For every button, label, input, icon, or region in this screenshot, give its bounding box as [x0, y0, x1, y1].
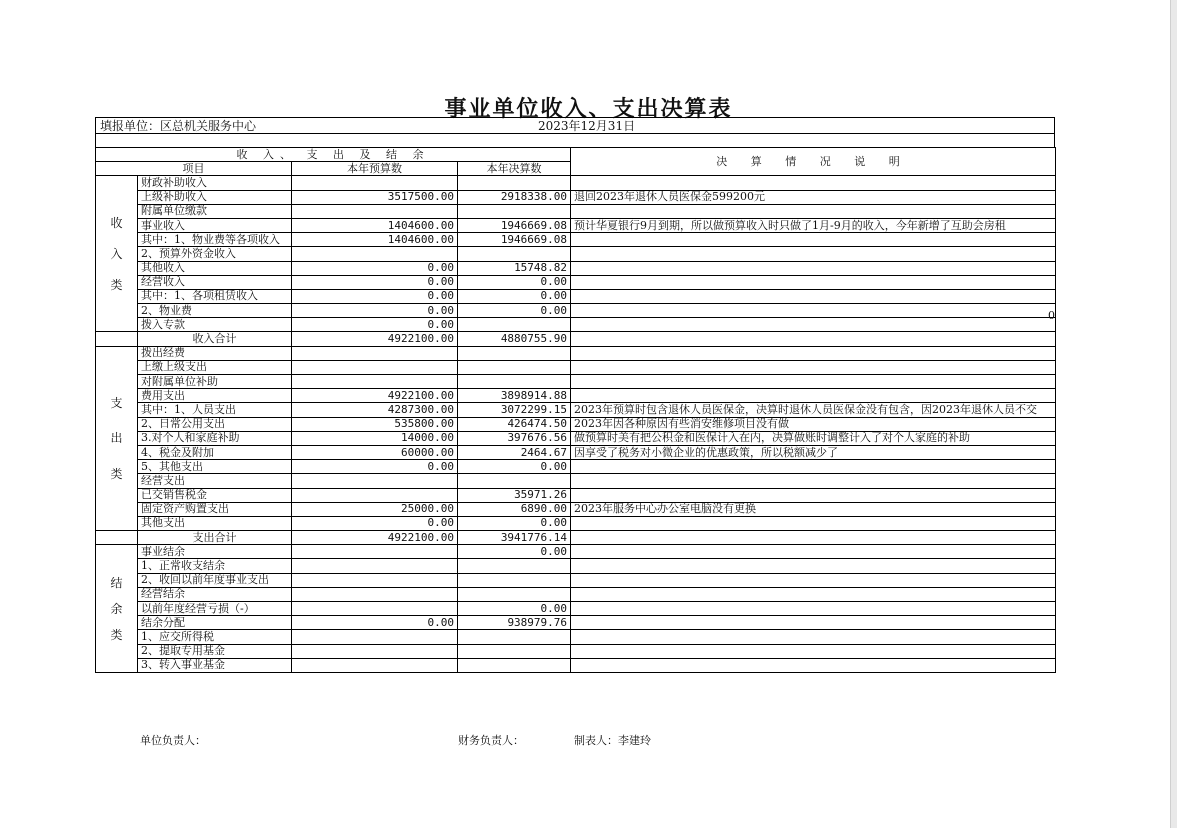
row-budget-value: 25000.00	[292, 502, 458, 516]
total-label: 收入合计	[138, 332, 292, 346]
row-explanation	[571, 204, 1056, 218]
row-item-label: 上缴上级支出	[138, 360, 292, 374]
row-actual-value: 0.00	[458, 275, 571, 289]
row-item-label: 2、预算外资金收入	[138, 247, 292, 261]
header-row	[95, 117, 1055, 134]
row-budget-value: 0.00	[292, 304, 458, 318]
row-budget-value	[292, 573, 458, 587]
row-actual-value: 3898914.88	[458, 389, 571, 403]
row-actual-value	[458, 587, 571, 601]
unit-head-label: 单位负责人：	[140, 734, 206, 747]
row-actual-value	[458, 375, 571, 389]
table-row	[96, 233, 1056, 247]
table-row	[96, 644, 1056, 658]
col-actual-header: 本年决算数	[458, 162, 571, 176]
table-row	[96, 289, 1056, 303]
category-char: 类	[110, 277, 123, 292]
row-item-label: 经营结余	[138, 587, 292, 601]
table-row	[96, 502, 1056, 516]
row-actual-value: 397676.56	[458, 431, 571, 445]
row-item-label: 其中：1、人员支出	[138, 403, 292, 417]
category-char: 支	[110, 395, 123, 410]
row-budget-value	[292, 559, 458, 573]
row-budget-value: 60000.00	[292, 445, 458, 459]
row-budget-value	[292, 488, 458, 502]
table-row	[96, 360, 1056, 374]
table-row	[96, 304, 1056, 318]
expense-category-label	[96, 346, 138, 530]
row-explanation	[571, 587, 1056, 601]
row-item-label: 以前年度经营亏损（-）	[138, 602, 292, 616]
table-row	[96, 318, 1056, 332]
row-item-label: 5、其他支出	[138, 460, 292, 474]
category-char: 类	[110, 627, 123, 642]
row-budget-value: 0.00	[292, 460, 458, 474]
row-explanation: 预计华夏银行9月到期，所以做预算收入时只做了1月-9月的收入，今年新增了互助会房租	[571, 218, 1056, 232]
row-actual-value: 1946669.08	[458, 218, 571, 232]
row-item-label: 上级补助收入	[138, 190, 292, 204]
row-actual-value: 2918338.00	[458, 190, 571, 204]
row-explanation	[571, 275, 1056, 289]
row-item-label: 4、税金及附加	[138, 445, 292, 459]
category-char: 余	[110, 601, 123, 616]
section-header: 收 入、 支 出 及 结 余	[96, 148, 571, 162]
row-item-label: 财政补助收入	[138, 176, 292, 190]
table-row	[96, 630, 1056, 644]
row-actual-value	[458, 176, 571, 190]
row-explanation	[571, 460, 1056, 474]
row-actual-value: 0.00	[458, 304, 571, 318]
category-char: 收	[110, 215, 123, 230]
category-char: 入	[110, 246, 123, 261]
row-item-label: 经营收入	[138, 275, 292, 289]
col-item-header: 项目	[96, 162, 292, 176]
row-item-label: 3、转入事业基金	[138, 658, 292, 672]
row-explanation	[571, 360, 1056, 374]
row-explanation: 2023年因各种原因有些消安维修项目没有做	[571, 417, 1056, 431]
row-explanation: 2023年预算时包含退休人员医保金，决算时退休人员医保金没有包含，因2023年退休人员不交	[571, 403, 1056, 417]
table-row	[96, 261, 1056, 275]
row-budget-value	[292, 630, 458, 644]
row-budget-value: 1404600.00	[292, 218, 458, 232]
table-row	[96, 573, 1056, 587]
row-explanation	[571, 375, 1056, 389]
table-row	[96, 204, 1056, 218]
row-item-label: 其中：1、各项租赁收入	[138, 289, 292, 303]
row-budget-value	[292, 545, 458, 559]
row-budget-value: 0.00	[292, 275, 458, 289]
settlement-table	[95, 147, 1056, 673]
row-explanation	[571, 247, 1056, 261]
row-budget-value: 14000.00	[292, 431, 458, 445]
row-budget-value	[292, 474, 458, 488]
row-actual-value: 6890.00	[458, 502, 571, 516]
finance-head-label: 财务负责人：	[458, 734, 524, 747]
row-actual-value	[458, 360, 571, 374]
row-explanation	[571, 289, 1056, 303]
income-category-label	[96, 176, 138, 332]
table-row	[96, 247, 1056, 261]
row-budget-value	[292, 587, 458, 601]
total-spacer	[96, 531, 138, 545]
row-item-label: 1、正常收支结余	[138, 559, 292, 573]
category-char: 结	[110, 575, 123, 590]
surplus-category-label	[96, 545, 138, 673]
header-gap	[95, 133, 1055, 147]
row-budget-value	[292, 602, 458, 616]
row-actual-value	[458, 346, 571, 360]
row-item-label: 2、提取专用基金	[138, 644, 292, 658]
row-actual-value: 15748.82	[458, 261, 571, 275]
row-item-label: 3.对个人和家庭补助	[138, 431, 292, 445]
total-explanation	[571, 531, 1056, 545]
category-char: 类	[110, 466, 123, 481]
table-row	[96, 658, 1056, 672]
row-item-label: 2、物业费	[138, 304, 292, 318]
row-explanation	[571, 304, 1056, 318]
table-row	[96, 516, 1056, 530]
row-explanation	[571, 346, 1056, 360]
row-actual-value: 0.00	[458, 516, 571, 530]
row-explanation: 退回2023年退休人员医保金599200元	[571, 190, 1056, 204]
row-item-label: 固定资产购置支出	[138, 502, 292, 516]
row-explanation	[571, 318, 1056, 332]
row-item-label: 附属单位缴款	[138, 204, 292, 218]
table-row	[96, 616, 1056, 630]
row-actual-value	[458, 658, 571, 672]
table-row	[96, 602, 1056, 616]
total-label: 支出合计	[138, 531, 292, 545]
row-actual-value	[458, 204, 571, 218]
table-row	[96, 346, 1056, 360]
row-explanation	[571, 389, 1056, 403]
row-explanation: 因享受了税务对小微企业的优惠政策，所以税额减少了	[571, 445, 1056, 459]
table-row	[96, 559, 1056, 573]
total-budget-value: 4922100.00	[292, 531, 458, 545]
col-budget-header: 本年预算数	[292, 162, 458, 176]
row-actual-value	[458, 573, 571, 587]
row-item-label: 其他收入	[138, 261, 292, 275]
row-budget-value	[292, 375, 458, 389]
row-explanation	[571, 644, 1056, 658]
row-actual-value	[458, 559, 571, 573]
row-explanation: 做预算时美有把公积金和医保计入在内，决算做账时调整计入了对个人家庭的补助	[571, 431, 1056, 445]
table-row	[96, 417, 1056, 431]
total-explanation	[571, 332, 1056, 346]
row-item-label: 结余分配	[138, 616, 292, 630]
row-explanation	[571, 630, 1056, 644]
table-row	[96, 460, 1056, 474]
total-actual-value: 3941776.14	[458, 531, 571, 545]
table-row	[96, 190, 1056, 204]
total-actual-value: 4880755.90	[458, 332, 571, 346]
page-edge	[1170, 0, 1177, 828]
row-budget-value: 0.00	[292, 616, 458, 630]
table-row	[96, 431, 1056, 445]
row-budget-value	[292, 204, 458, 218]
row-actual-value: 0.00	[458, 460, 571, 474]
row-item-label: 2、收回以前年度事业支出	[138, 573, 292, 587]
row-explanation	[571, 261, 1056, 275]
row-budget-value: 4287300.00	[292, 403, 458, 417]
row-actual-value: 426474.50	[458, 417, 571, 431]
row-item-label: 经营支出	[138, 474, 292, 488]
row-item-label: 已交销售税金	[138, 488, 292, 502]
row-budget-value: 0.00	[292, 516, 458, 530]
table-row	[96, 488, 1056, 502]
row-item-label: 事业结余	[138, 545, 292, 559]
table-row	[96, 275, 1056, 289]
row-explanation	[571, 233, 1056, 247]
preparer-label: 制表人：李建玲	[574, 734, 651, 747]
report-date: 2023年12月31日	[538, 119, 636, 133]
row-item-label: 费用支出	[138, 389, 292, 403]
table-row	[96, 587, 1056, 601]
table-row	[96, 218, 1056, 232]
row-budget-value: 4922100.00	[292, 389, 458, 403]
row-actual-value: 0.00	[458, 602, 571, 616]
row-explanation: 2023年服务中心办公室电脑没有更换	[571, 502, 1056, 516]
row-budget-value: 0.00	[292, 289, 458, 303]
row-explanation	[571, 488, 1056, 502]
table-header-row	[96, 148, 1056, 162]
row-item-label: 拨出经费	[138, 346, 292, 360]
total-row	[96, 332, 1056, 346]
total-budget-value: 4922100.00	[292, 332, 458, 346]
row-item-label: 其中：1、物业费等各项收入	[138, 233, 292, 247]
row-item-label: 1、应交所得税	[138, 630, 292, 644]
reporting-unit: 填报单位：区总机关服务中心	[100, 119, 257, 133]
row-item-label: 2、日常公用支出	[138, 417, 292, 431]
table-row	[96, 375, 1056, 389]
row-actual-value: 938979.76	[458, 616, 571, 630]
row-item-label: 对附属单位补助	[138, 375, 292, 389]
row-explanation	[571, 602, 1056, 616]
row-actual-value: 2464.67	[458, 445, 571, 459]
row-actual-value	[458, 474, 571, 488]
row-budget-value	[292, 346, 458, 360]
row-actual-value: 3072299.15	[458, 403, 571, 417]
row-budget-value	[292, 644, 458, 658]
row-budget-value	[292, 360, 458, 374]
page-title: 事业单位收入、支出决算表	[444, 96, 733, 122]
row-explanation	[571, 559, 1056, 573]
row-explanation	[571, 573, 1056, 587]
table-row	[96, 176, 1056, 190]
row-budget-value: 0.00	[292, 261, 458, 275]
row-budget-value: 535800.00	[292, 417, 458, 431]
row-item-label: 事业收入	[138, 218, 292, 232]
row-actual-value: 1946669.08	[458, 233, 571, 247]
row-budget-value	[292, 658, 458, 672]
table-row	[96, 474, 1056, 488]
total-row	[96, 531, 1056, 545]
row-actual-value	[458, 318, 571, 332]
row-budget-value	[292, 176, 458, 190]
explanation-header: 决 算 情 况 说 明	[571, 148, 1056, 176]
total-spacer	[96, 332, 138, 346]
row-budget-value: 3517500.00	[292, 190, 458, 204]
row-explanation	[571, 474, 1056, 488]
table-row	[96, 545, 1056, 559]
table-row	[96, 403, 1056, 417]
table-row	[96, 445, 1056, 459]
row-actual-value: 35971.26	[458, 488, 571, 502]
row-budget-value: 0.00	[292, 318, 458, 332]
category-char: 出	[110, 431, 123, 446]
row-item-label: 其他支出	[138, 516, 292, 530]
row-explanation	[571, 658, 1056, 672]
row-explanation	[571, 176, 1056, 190]
stray-mark: 0	[1048, 309, 1055, 322]
row-explanation	[571, 516, 1056, 530]
table-row	[96, 389, 1056, 403]
row-budget-value	[292, 247, 458, 261]
row-actual-value	[458, 247, 571, 261]
row-actual-value: 0.00	[458, 545, 571, 559]
row-explanation	[571, 616, 1056, 630]
row-actual-value: 0.00	[458, 289, 571, 303]
row-item-label: 拨入专款	[138, 318, 292, 332]
row-budget-value: 1404600.00	[292, 233, 458, 247]
row-explanation	[571, 545, 1056, 559]
row-actual-value	[458, 630, 571, 644]
row-actual-value	[458, 644, 571, 658]
